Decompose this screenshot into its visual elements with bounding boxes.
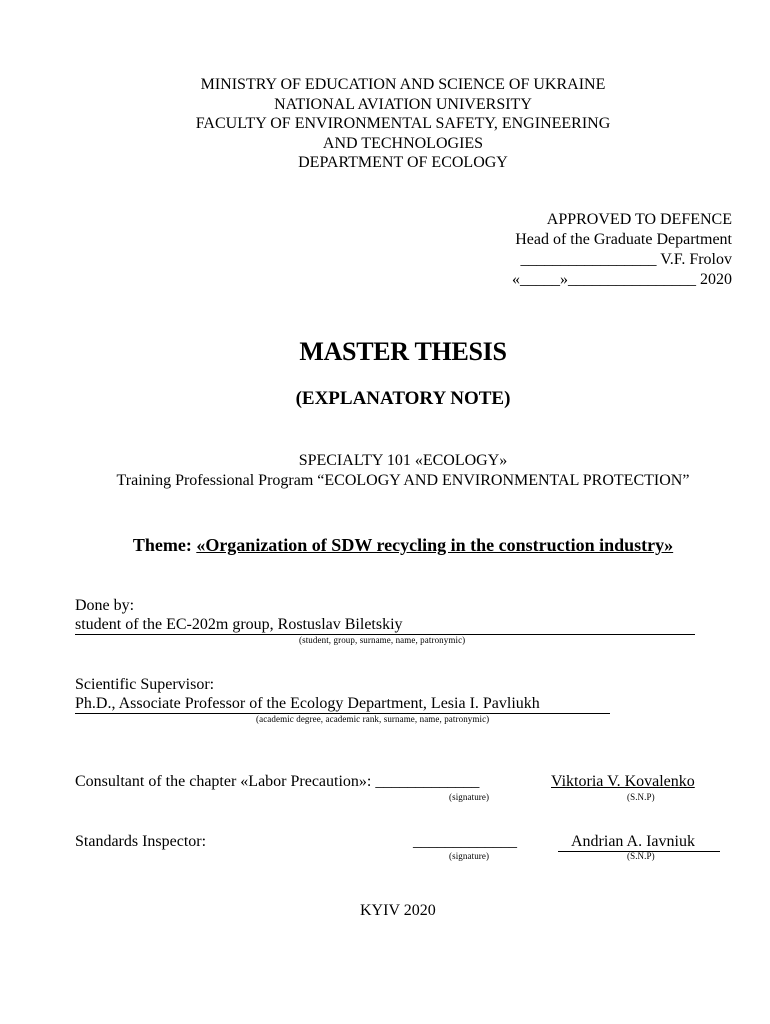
document-title: MASTER THESIS xyxy=(299,337,507,366)
supervisor-row xyxy=(75,695,540,713)
inspector-label: Standards Inspector: xyxy=(75,833,207,850)
consultant-label: Consultant of the chapter «Labor Precaution»: _____________ xyxy=(75,773,480,790)
supervisor-value: Ph.D., Associate Professor of the Ecology Department, Lesia I. Pavliukh xyxy=(75,695,540,712)
consultant-name-note: (S.N.P) xyxy=(627,792,655,802)
inspector-name-note: (S.N.P) xyxy=(627,851,655,861)
consultant-name: Viktoria V. Kovalenko xyxy=(551,773,695,790)
specialty-line: SPECIALTY 101 «ECOLOGY» xyxy=(298,452,508,469)
done-by-label: Done by: xyxy=(75,597,135,614)
approval-date-line: «_____»________________ 2020 xyxy=(512,271,732,288)
ministry-line: MINISTRY OF EDUCATION AND SCIENCE OF UKRAINE xyxy=(200,76,606,93)
faculty-line: FACULTY OF ENVIRONMENTAL SAFETY, ENGINEERING xyxy=(195,115,611,132)
inspector-signature-blank: _____________ xyxy=(413,833,517,850)
institution-header xyxy=(0,75,770,173)
approval-heading: APPROVED TO DEFENCE xyxy=(546,211,732,228)
supervisor-label: Scientific Supervisor: xyxy=(75,676,215,693)
theme-line xyxy=(0,535,770,556)
done-by-value: student of the EC-202m group, Rostuslav Biletskiy xyxy=(75,616,403,633)
faculty-line-cont: AND TECHNOLOGIES xyxy=(322,134,484,152)
approval-position: Head of the Graduate Department xyxy=(515,231,732,248)
document-subtitle: (EXPLANATORY NOTE) xyxy=(295,388,511,409)
program-line: Training Professional Program “ECOLOGY AND ENVIRONMENTAL PROTECTION” xyxy=(116,472,690,489)
theme-label: Theme: xyxy=(132,535,197,555)
city-year: KYIV 2020 xyxy=(360,902,436,919)
theme-text: «Organization of SDW recycling in the construction industry» xyxy=(196,535,674,555)
inspector-name: Andrian A. Iavniuk xyxy=(571,833,695,850)
done-by-note: (student, group, surname, name, patronymic) xyxy=(299,635,466,645)
specialty-block xyxy=(0,451,770,491)
inspector-signature-note: (signature) xyxy=(449,851,490,861)
approval-signature-line: _________________ V.F. Frolov xyxy=(520,251,732,268)
department-line: DEPARTMENT OF ECOLOGY xyxy=(298,154,508,171)
consultant-signature-note: (signature) xyxy=(449,792,490,802)
university-line: NATIONAL AVIATION UNIVERSITY xyxy=(274,95,532,113)
supervisor-note: (academic degree, academic rank, surname, name, patronymic) xyxy=(256,714,490,724)
done-by-row xyxy=(75,616,403,634)
approval-block xyxy=(512,210,732,290)
